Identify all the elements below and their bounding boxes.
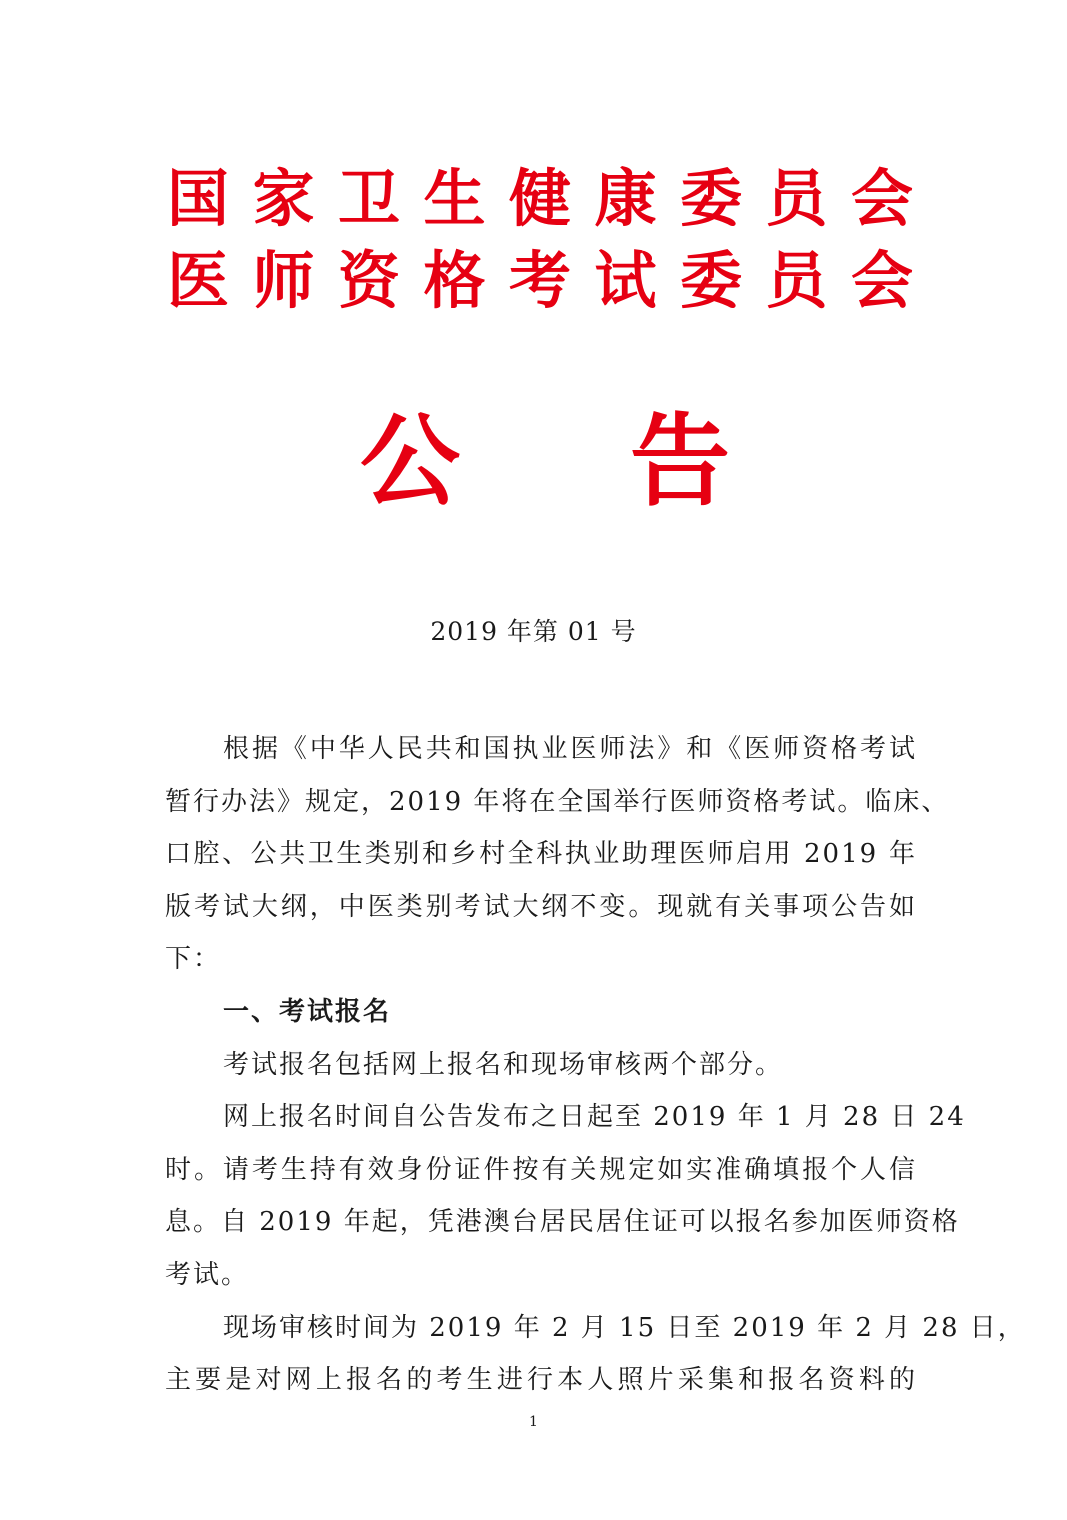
section-heading: 一、考试报名 <box>223 996 392 1027</box>
org-char: 康 <box>594 162 657 235</box>
document-number: 2019 年第 01 号 <box>430 617 637 646</box>
org-char: 员 <box>765 162 828 235</box>
org-char: 家 <box>252 162 315 235</box>
body-line: 考试。 <box>165 1259 250 1290</box>
org-char: 格 <box>423 244 486 317</box>
organization-title-line-2 <box>165 244 915 317</box>
document-body <box>165 723 1026 1407</box>
body-line: 口腔、公共卫生类别和乡村全科执业助理医师启用 2019 年 <box>165 839 917 870</box>
org-char: 卫 <box>337 162 400 235</box>
org-char: 生 <box>423 162 486 235</box>
org-char: 考 <box>508 244 571 317</box>
notice-title <box>360 403 730 520</box>
body-line: 根据《中华人民共和国执业医师法》和《医师资格考试 <box>223 734 917 764</box>
org-char: 会 <box>850 244 913 317</box>
org-char: 会 <box>850 162 913 235</box>
body-line: 考试报名包括网上报名和现场审核两个部分。 <box>223 1049 784 1080</box>
org-char: 员 <box>765 244 828 317</box>
body-line: 版考试大纲，中医类别考试大纲不变。现就有关事项公告如 <box>165 891 917 922</box>
body-line: 时。请考生持有效身份证件按有关规定如实准确填报个人信 <box>165 1154 917 1185</box>
org-char: 师 <box>252 244 315 317</box>
org-char: 国 <box>166 162 229 235</box>
org-char: 医 <box>166 244 229 317</box>
page-number: 1 <box>529 1414 538 1430</box>
notice-title-char: 公 <box>360 403 460 520</box>
org-char: 委 <box>679 244 742 317</box>
body-line: 主要是对网上报名的考生进行本人照片采集和报名资料的 <box>165 1365 917 1396</box>
org-char: 委 <box>679 162 742 235</box>
org-char: 健 <box>508 162 571 235</box>
organization-title-line-1 <box>165 162 915 235</box>
body-line: 现场审核时间为 2019 年 2 月 15 日至 2019 年 2 月 28 日， <box>223 1312 1026 1343</box>
org-char: 试 <box>594 244 657 317</box>
body-line: 网上报名时间自公告发布之日起至 2019 年 1 月 28 日 24 <box>223 1102 966 1133</box>
notice-title-char: 告 <box>630 403 730 520</box>
body-line: 暂行办法》规定，2019 年将在全国举行医师资格考试。临床、 <box>165 786 950 817</box>
org-char: 资 <box>337 244 400 317</box>
body-line: 息。自 2019 年起，凭港澳台居民居住证可以报名参加医师资格 <box>165 1207 960 1238</box>
body-line: 下： <box>165 944 222 975</box>
